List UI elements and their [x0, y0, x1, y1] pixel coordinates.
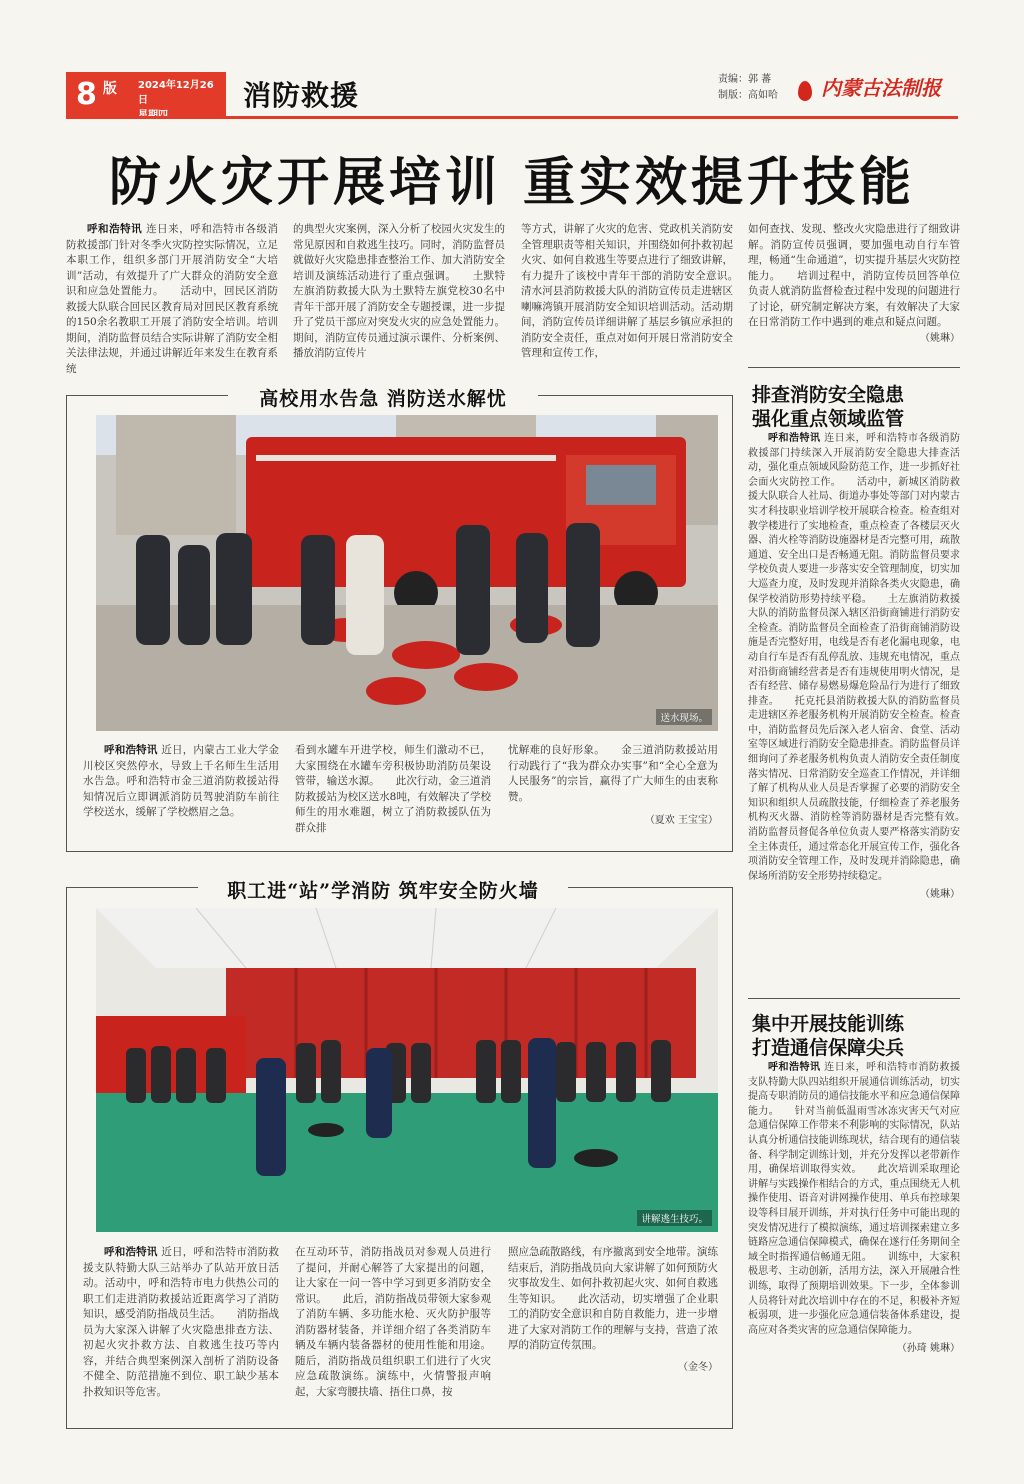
producer-line: 制版：高如哈 — [718, 90, 778, 101]
side-1-title — [752, 383, 962, 431]
water-article-title: 高校用水告急 消防送水解忧 — [228, 384, 538, 411]
lead-col-1 — [66, 222, 278, 377]
staff-col-2: 在互动环节，消防指战员对参观人员进行了提问，并耐心解答了大家提出的问题，让大家在一问一答中学习到更多消防安全常识。 此后，消防指战员带领大家参观了消防车辆、多功能水枪、灭火防护服等消防器材装备，并详细介绍了各类消防车辆及车辆内装备器材的使用性能和用途。随后，消防指战员组织职工们进行了火灾应急疏散演练。演练中，火情警报声响起，大家弯腰扶墙、捂住口鼻，按 — [295, 1246, 491, 1398]
staff-dateline: 呼和浩特讯 — [104, 1246, 158, 1258]
water-dateline: 呼和浩特讯 — [104, 744, 158, 756]
water-photo — [96, 415, 718, 731]
water-text-1: 近日，内蒙古工业大学金川校区突然停水，导致上千名师生生活用水告急。呼和浩特市金三道消防救援站得知情况后立即调派消防员驾驶消防车前往学校送水，缓解了学校燃眉之急。 — [83, 744, 280, 818]
staff-photo — [96, 908, 718, 1232]
editor-line: 责编：郭 蕃 — [718, 74, 772, 85]
page-suffix: 版 — [102, 81, 117, 97]
lead-text-4: 如何查找、发现、整改火灾隐患进行了细致讲解。消防宣传员强调，要加强电动自行车管理，畅通“生命通道”，切实提升基层火灾防控能力。 培训过程中，消防宣传员回答单位负责人就消防监督检查过程中发现的问题进行了讨论，研究制定解决方案，有效解决了大家在日常消防工作中遇到的难点和疑点问题。 — [748, 223, 960, 328]
staff-article-title: 职工进“站”学消防 筑牢安全防火墙 — [198, 876, 568, 903]
side-1-dateline: 呼和浩特讯 — [768, 433, 821, 444]
water-author: （夏欢 王宝宝） — [644, 815, 718, 826]
date-box — [130, 72, 226, 116]
staff-col-3 — [508, 1245, 718, 1375]
side-2-text: 连日来，呼和浩特市消防救援支队特勤大队四站组织开展通信训练活动，切实提高专职消防员的通信技能水平和应急通信保障能力。 针对当前低温雨雪冰冻灾害天气对应急通信保障工作带来不利影响的实际情况，队站认真分析通信技能训练现状，结合现有的通信装备、科学制定训练计划，并充分发挥以老带新作用，确保培训取得实效。 此次培训采取理论讲解与实践操作相结合的方式，重点围绕无人机操作使用、语音对讲网操作使用、单兵布控球架设等科目展开训练，并对执行任务中可能出现的突发情况进行了模拟演练，通过培训探索建立多链路应急通信保障模式，确保在遂行任务期间全域全时指挥通信畅通无阻。 训练中，大家积极思考、主动创新，活用方法，深入开展融合性训练，取得了预期培训效果。下一步，全体参训人员将针对此次培训中存在的不足，积极补齐短板弱项，进一步强化应急通信装备体系建设，提高应对各类灾害的应急通信保障能力。 — [748, 1062, 960, 1336]
lead-author: （姚琳） — [920, 332, 960, 344]
newspaper-logo — [798, 72, 941, 101]
page-number: 8 — [76, 76, 97, 112]
main-headline: 防火灾开展培训 重实效提升技能 — [108, 152, 916, 213]
water-photo-caption: 送水现场。 — [656, 709, 712, 725]
editor-credits — [718, 72, 778, 104]
side-1-author: （姚琳） — [920, 889, 960, 901]
issue-date: 2024年12月26日 — [138, 80, 214, 106]
side-rule-1 — [748, 367, 960, 368]
side-2-author: （孙琦 姚琳） — [896, 1343, 960, 1355]
staff-text-3: 照应急疏散路线，有序撤离到安全地带。演练结束后，消防指战员向大家讲解了如何预防火灾事故发生、如何扑救初起火灾、如何自救逃生等知识。 此次活动，切实增强了企业职工的消防安全意识和自防自救能力，进一步增进了大家对消防工作的理解与支持，营造了浓厚的消防宣传氛围。 — [508, 1246, 718, 1351]
side-2-body — [748, 1061, 960, 1357]
lead-dateline: 呼和浩特讯 — [87, 223, 143, 235]
side-2-title-line2: 打造通信保障尖兵 — [752, 1037, 905, 1059]
lead-col-4 — [748, 222, 960, 346]
staff-text-1: 近日，呼和浩特市消防救援支队特勤大队三站举办了队站开放日活动。活动中，呼和浩特市电力供热公司的职工们走进消防救援站近距离学习了消防知识，感受消防指战员生活。 消防指战员为大家深入讲解了火灾隐患排查方法、初起火灾扑救方法、自救逃生技巧等内容，并结合典型案例深入剖析了消防设备不健全、防范措施不到位、职工缺少基本扑救知识等危害。 — [83, 1246, 280, 1398]
staff-photo-illustration — [96, 908, 718, 1232]
header-rule — [66, 116, 958, 119]
side-1-title-line2: 强化重点领域监管 — [752, 408, 905, 430]
side-2-dateline: 呼和浩特讯 — [768, 1062, 821, 1073]
side-1-body — [748, 432, 980, 903]
water-text-3: 忧解难的良好形象。 金三道消防救援站用行动践行了“我为群众办实事”和“全心全意为人民服务”的宗旨，赢得了广大师生的由衷称赞。 — [508, 744, 718, 803]
side-1-text: 连日来，呼和浩特市各级消防救援部门持续深入开展消防安全隐患大排查活动，强化重点领域风险防范工作，进一步抓好社会面火灾防控工作。 活动中，新城区消防救援大队联合人社局、街道办事处等部门对内蒙古实才科技职业培训学校开展联合检查。检查组对教学楼进行了实地检查，重点检查了各楼层灭火器、消火栓等消防设施器材是否完整可用，疏散通道、安全出口是否畅通无阻。消防监督员要求学校负责人要进一步落实安全管理制度，切实加大巡查力度，及时发现并消除各类火灾隐患，确保学校消防形势持续平稳。 土左旗消防救援大队的消防监督员深入辖区沿街商铺进行消防安全检查。消防监督员全面检查了沿街商铺消防设施是否完整好用，电线是否有老化漏电现象，电动自行车是否有乱停乱放、违规充电情况，重点对沿街商铺经营者是否有违规使用明火情况，是否有经营、储存易燃易爆危险品行为进行了细致排查。 托克托县消防救援大队的消防监督员走进辖区养老服务机构开展消防安全检查。检查中，消防监督员先后深入老人宿舍、食堂、活动室等区域进行消防安全隐患排查。消防监督员详细询问了养老服务机构负责人消防安全责任制度落实情况、日常消防安全巡查工作情况，并详细了解了机构从业人员是否掌握了必要的消防安全知识和组织人员疏散技能，仔细检查了养老服务机构灭火器、消防栓等消防器材是否完整有效。 消防监督员督促各单位负责人要严格落实消防安全主体责任，通过常态化开展宣传工作，强化各项消防安全管理工作，及时发现并消除隐患，确保场所消防安全形势持续稳定。 — [748, 433, 980, 882]
logo-text: 内蒙古法制报 — [821, 76, 942, 100]
staff-col-1 — [83, 1245, 279, 1400]
lead-col-2: 的典型火灾案例，深入分析了校园火灾发生的常见原因和自救逃生技巧。同时，消防监督员就做好火灾隐患排查整治工作、加大消防安全培训及演练活动进行了重点强调。 土默特左旗消防救援大队为土默特左旗党校30名中青年干部开展了消防安全专题授课，进一步提升了党员干部应对突发火灾的应急处置能力。期间，消防宣传员通过演示课件、分析案例、播放消防宣传片 — [293, 223, 505, 359]
water-col-3 — [508, 743, 718, 829]
section-title: 消防救援 — [243, 79, 360, 112]
page-number-badge — [66, 72, 130, 116]
side-rule-2 — [748, 998, 960, 999]
water-col-1 — [83, 743, 279, 821]
side-2-title-line1: 集中开展技能训练 — [752, 1013, 905, 1035]
staff-photo-caption: 讲解逃生技巧。 — [637, 1210, 712, 1226]
water-col-2: 看到水罐车开进学校，师生们激动不已，大家围绕在水罐车旁积极协助消防员架设管带，输送水源。 此次行动，金三道消防救援站为校区送水8吨，有效解决了学校师生的用水难题，树立了消防救援队伍为群众排 — [295, 744, 491, 834]
lead-text-1: 连日来，呼和浩特市各级消防救援部门针对冬季火灾防控实际情况，立足本职工作，组织多部门开展消防安全“大培训”活动，有效提升了广大群众的消防安全意识和应急处置能力。 活动中，回民区消防救援大队联合回民区教育局对回民区教育系统的150余名教职工开展了消防安全培训。培训期间，消防监督员结合实际讲解了消防安全相关法律法规，并通过讲解近年来发生在教育系统 — [66, 223, 279, 375]
side-2-title — [752, 1012, 962, 1060]
lead-col-3: 等方式，讲解了火灾的危害、党政机关消防安全管理职责等相关知识，并围绕如何扑救初起火灾、如何自救逃生等要点进行了细致讲解，有力提升了该校中青年干部的消防安全意识。 清水河县消防救援大队的消防宣传员走进辖区喇嘛湾镇开展消防安全知识培训活动。活动期间，消防宣传员详细讲解了基层乡镇应承担的消防安全责任，重点对如何开展日常消防安全管理和宣传工作， — [521, 223, 754, 359]
staff-author: （金冬） — [678, 1361, 718, 1373]
side-1-title-line1: 排查消防安全隐患 — [752, 384, 905, 406]
water-photo-illustration — [96, 415, 718, 731]
logo-flame-icon — [798, 81, 812, 101]
